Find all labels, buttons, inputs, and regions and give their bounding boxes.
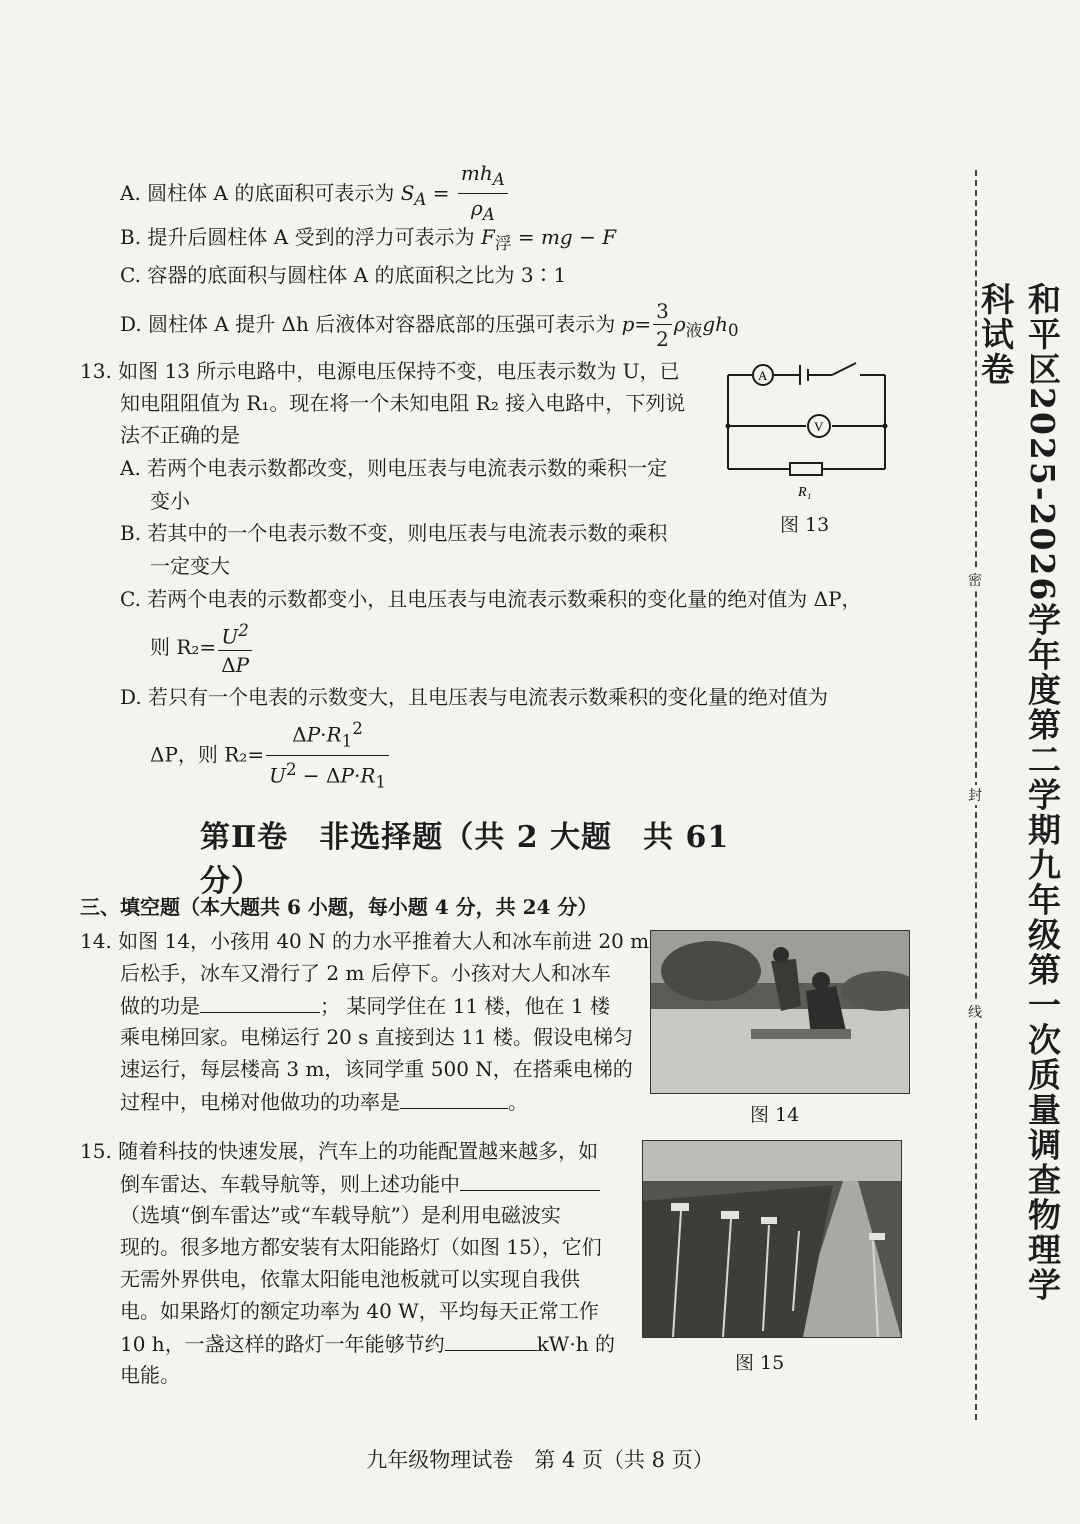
q13-option-d-line1: D. 若只有一个电表的示数变大，且电压表与电流表示数乘积的变化量的绝对值为 (120, 685, 829, 709)
figure-13-caption: 图 13 (780, 514, 830, 536)
q13-option-c-prefix: 则 R₂= (150, 634, 217, 659)
q14-answer-blank-2[interactable] (400, 1086, 508, 1109)
voltmeter-label: V (814, 419, 824, 434)
figure-15-photo (642, 1140, 902, 1338)
q13-option-b-line2: 一定变大 (150, 554, 230, 578)
page-footer: 九年级物理试卷 第 4 页（共 8 页） (366, 1448, 714, 1472)
q15-answer-blank-2[interactable] (445, 1328, 537, 1351)
q15-line6: 电。如果路灯的额定功率为 40 W，平均每天正常工作 (120, 1299, 599, 1323)
resistor-label: R₁ (798, 485, 812, 500)
q12-option-b: B. 提升后圆柱体 A 受到的浮力可表示为 $F_浮$ = mg − F (120, 225, 617, 253)
q13-option-d-formula: ΔP，则 R₂= $\frac{\Delta P\cdot R_1^2}{U^2 - \Delta P\cdot R_1}$ (150, 716, 391, 796)
figure-14-caption: 图 14 (750, 1104, 800, 1126)
q15-line2 (120, 1168, 600, 1199)
q14-line6 (120, 1086, 528, 1117)
q15-line2-text: 倒车雷达、车载导航等，则上述功能中 (120, 1172, 460, 1196)
q15-line7-end: kW·h 的 (536, 1332, 615, 1356)
q12-option-d: D. 圆柱体 A 提升 Δh 后液体对容器底部的压强可表示为 p= $\frac{3}{2}$ $\rho_液gh_0$ (120, 299, 739, 351)
q15-line1: 15. 随着科技的快速发展，汽车上的功能配置越来越多，如 (80, 1139, 599, 1163)
part-3-heading: 三、填空题（本大题共 6 小题，每小题 4 分，共 24 分） (80, 895, 598, 919)
q15-line3: （选填“倒车雷达”或“车载导航”）是利用电磁波实 (120, 1203, 561, 1227)
q12-option-b-formula: = mg − F (517, 225, 617, 249)
q14-line6-end: 。 (508, 1090, 528, 1114)
q12-option-d-text: D. 圆柱体 A 提升 Δh 后液体对容器底部的压强可表示为 (120, 312, 616, 336)
q15-line7 (120, 1328, 615, 1359)
figure-13-circuit (720, 355, 900, 505)
figure-14-photo (650, 930, 910, 1094)
q12-option-a-formula: S (400, 181, 415, 205)
q15-line5: 无需外界供电，依靠太阳能电池板就可以实现自我供 (120, 1267, 580, 1291)
q13-option-a-line1: A. 若两个电表示数都改变，则电压表与电流表示数的乘积一定 (120, 456, 668, 480)
q14-line5: 速运行，每层楼高 3 m，该同学重 500 N，在搭乘电梯的 (120, 1057, 633, 1081)
q14-line1: 14. 如图 14，小孩用 40 N 的力水平推着大人和冰车前进 20 m (80, 929, 650, 953)
q14-line3 (120, 990, 610, 1021)
q12-option-d-formula: p= (621, 312, 652, 336)
q13-option-b-line1: B. 若其中的一个电表示数不变，则电压表与电流表示数的乘积 (120, 521, 668, 545)
q13-stem-line3: 法不正确的是 (120, 423, 240, 447)
q15-line7-start: 10 h，一盏这样的路灯一年能够节约 (120, 1332, 445, 1356)
q15-line4: 现的。很多地方都安装有太阳能路灯（如图 15），它们 (120, 1235, 602, 1259)
figure-15-caption: 图 15 (735, 1352, 785, 1374)
q15-line8: 电能。 (120, 1363, 180, 1387)
q12-option-a-text: A. 圆柱体 A 的底面积可表示为 (120, 181, 395, 205)
q14-line6-start: 过程中，电梯对他做功的功率是 (120, 1090, 400, 1114)
section-2-title: 第Ⅱ卷 非选择题（共 2 大题 共 61 分） (200, 820, 730, 899)
q14-answer-blank-1[interactable] (200, 990, 320, 1013)
binding-mark-fold: 封 (966, 785, 984, 805)
q12-option-a: A. 圆柱体 A 的底面积可表示为 $S_A$ = $\frac{mh_A}{\rho_A}$ (120, 160, 510, 229)
q13-option-a-line2: 变小 (150, 489, 190, 513)
q13-option-c-line1: C. 若两个电表的示数都变小，且电压表与电流表示数乘积的变化量的绝对值为 ΔP， (120, 587, 862, 611)
q14-line3-end: ； 某同学住在 11 楼，他在 1 楼 (320, 994, 610, 1018)
binding-mark-seal: 密 (966, 570, 984, 590)
q13-option-c-formula: 则 R₂= $\frac{U^2}{\Delta P}$ (150, 618, 254, 679)
q14-line2: 后松手，冰车又滑行了 2 m 后停下。小孩对大人和冰车 (120, 961, 611, 985)
q13-option-d-prefix: ΔP，则 R₂= (150, 742, 265, 767)
binding-mark-line: 线 (966, 1002, 984, 1022)
q12-option-a-fraction: $\frac{mh_A}{\rho_A}$ (458, 160, 508, 229)
q14-line3-start: 做的功是 (120, 994, 200, 1018)
q13-stem-line2: 知电阻阻值为 R₁。现在将一个未知电阻 R₂ 接入电路中，下列说 (120, 391, 686, 415)
exam-title-vertical: 和平区2025-2026学年度第二学期九年级第一次质量调查物理学科试卷 (976, 282, 1062, 1303)
q15-answer-blank-1[interactable] (460, 1168, 600, 1191)
q14-line4: 乘电梯回家。电梯运行 20 s 直接到达 11 楼。假设电梯匀 (120, 1025, 633, 1049)
q13-stem-line1: 13. 如图 13 所示电路中，电源电压保持不变，电压表示数为 U，已 (80, 359, 680, 383)
q12-option-b-text: B. 提升后圆柱体 A 受到的浮力可表示为 (120, 225, 475, 249)
q12-option-c: C. 容器的底面积与圆柱体 A 的底面积之比为 3∶1 (120, 263, 567, 287)
ammeter-label: A (758, 368, 768, 383)
